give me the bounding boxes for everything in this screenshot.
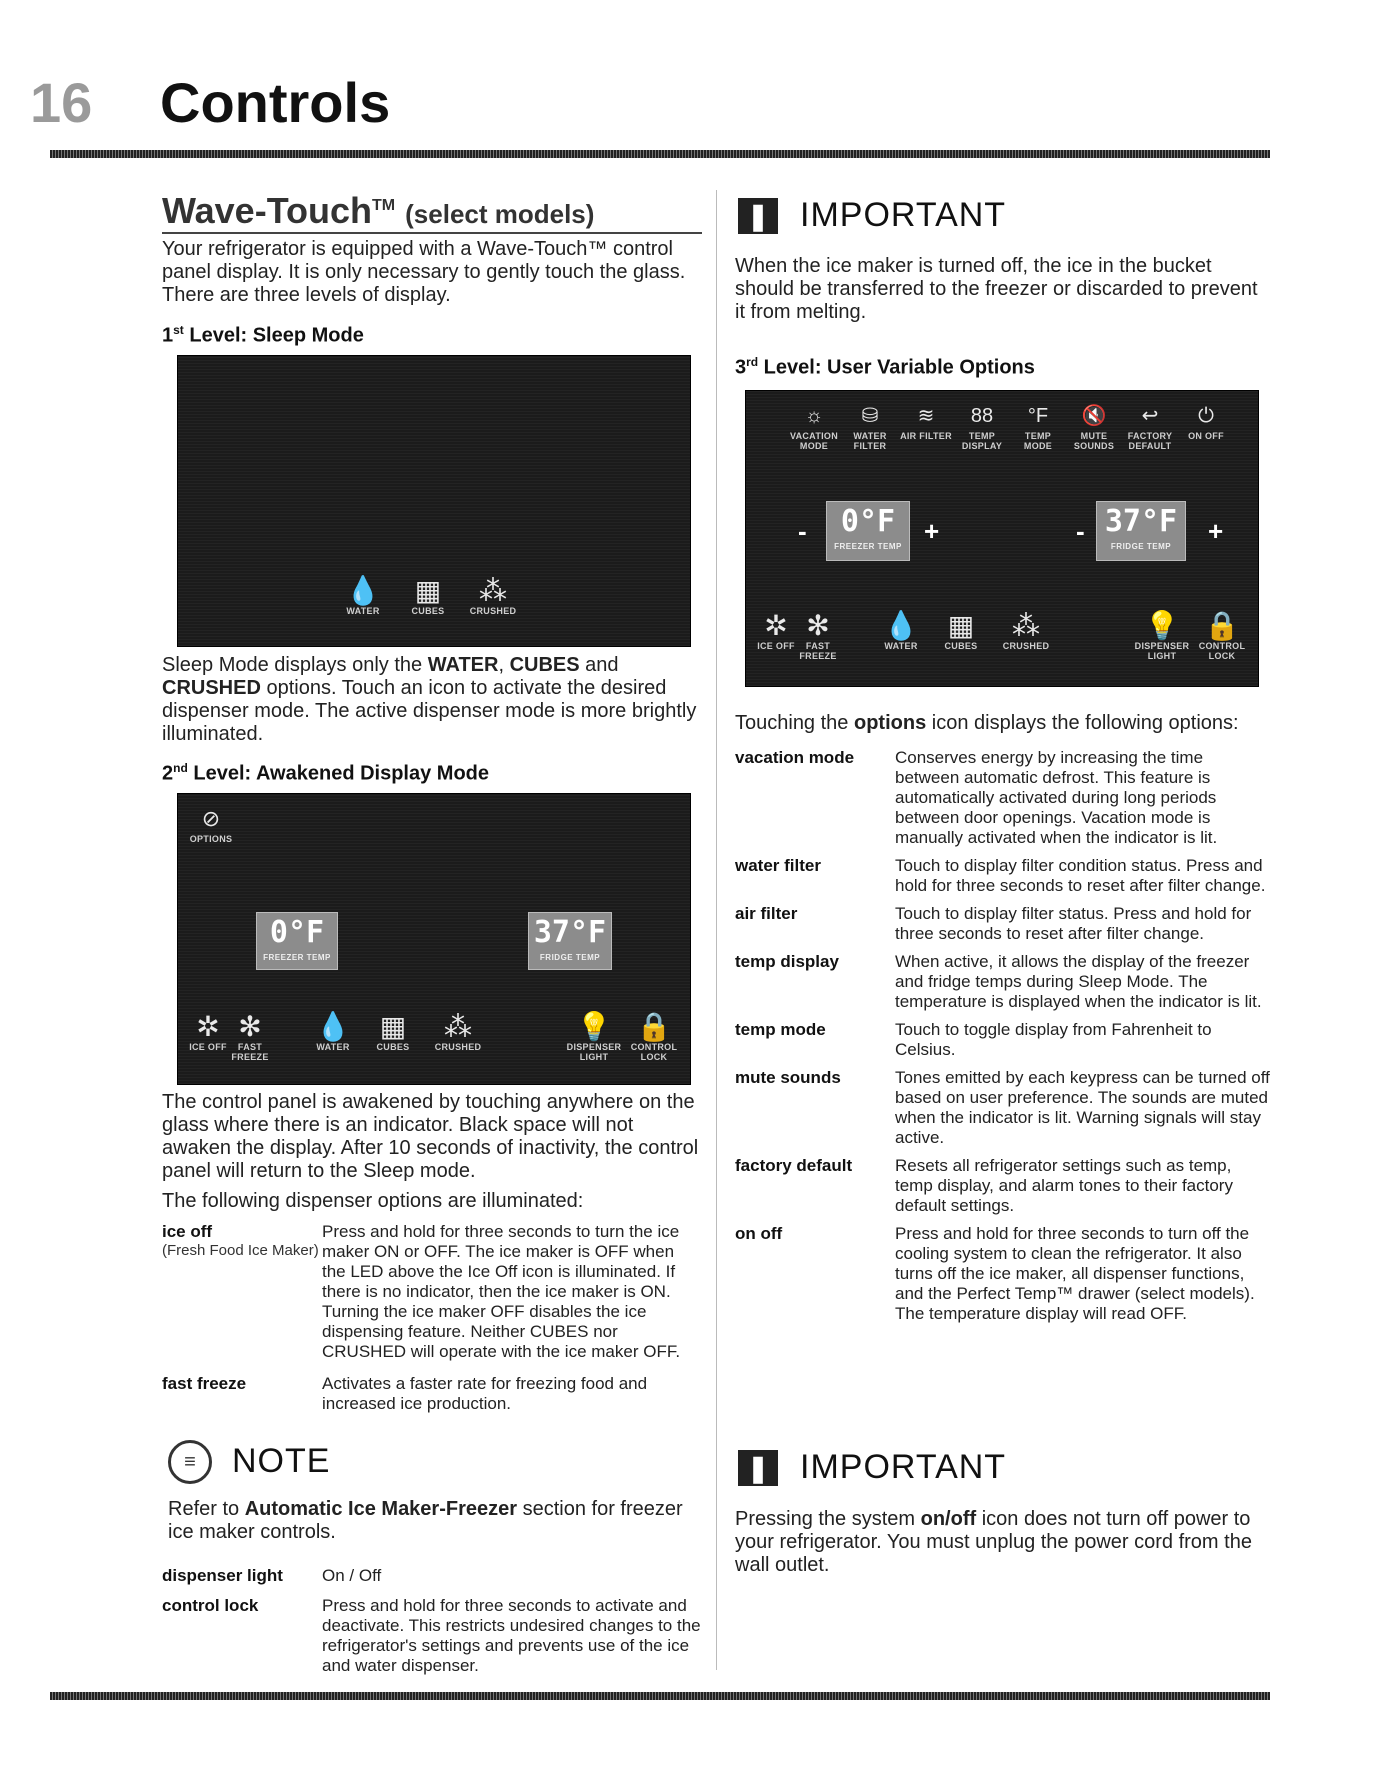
temp-display-button[interactable]: 88 TEMP DISPLAY xyxy=(954,401,1010,451)
fast-freeze-button[interactable]: ✻ FAST FREEZE xyxy=(226,1012,274,1062)
following-text: The following dispenser options are illuminated: xyxy=(162,1190,584,1212)
freezer-plus-button[interactable]: + xyxy=(924,516,940,546)
ice-off-icon: ✲ xyxy=(764,610,788,641)
vacation-mode-icon: ☼ xyxy=(804,405,824,427)
air-filter-button[interactable]: ≋ AIR FILTER xyxy=(898,401,954,441)
freezer-minus-button[interactable]: - xyxy=(798,516,807,546)
important-text: When the ice maker is turned off, the ice in the bucket should be transferred to the freezer or discarded to prevent it from melting. xyxy=(735,255,1258,323)
dispenser-light-icon: 💡 xyxy=(1144,610,1180,641)
options-button[interactable]: ⊘ OPTIONS xyxy=(186,804,236,844)
def-factory-default: factory default Resets all refrigerator settings such as temp, temp display, and alarm tones to their factory default settings. xyxy=(735,1156,1233,1215)
title-underline xyxy=(162,232,702,234)
dispenser-light-button[interactable]: 💡 DISPENSER LIGHT xyxy=(1132,611,1192,661)
def-temp-display: temp display When active, it allows the display of the freezer and fridge temps during Sleep Mode. The temperature is displayed when the indicator is lit. xyxy=(735,952,1262,1011)
dispenser-light-button[interactable]: 💡 DISPENSER LIGHT xyxy=(564,1012,624,1062)
cubes-button[interactable]: ▦ CUBES xyxy=(931,611,991,651)
page-number: 16 xyxy=(30,71,93,134)
def-mute-sounds: mute sounds Tones emitted by each keypress can be turned off based on user preference. The sounds are muted when the indicator is lit. Warning signals will stay active. xyxy=(735,1068,1270,1147)
crushed-button[interactable]: ⁂ CRUSHED xyxy=(991,611,1061,651)
trademark: TM xyxy=(372,197,396,214)
sleep-mode-panel xyxy=(177,355,691,647)
factory-default-icon: ↩ xyxy=(1141,405,1159,427)
water-button[interactable]: 💧 WATER xyxy=(303,1012,363,1052)
fast-freeze-icon: ✻ xyxy=(806,610,830,641)
level2-heading: 2nd Level: Awakened Display Mode xyxy=(162,761,490,785)
options-icon: ⊘ xyxy=(201,806,221,831)
crushed-icon: ⁂ xyxy=(479,575,507,606)
water-drop-icon: 💧 xyxy=(345,575,381,606)
fridge-minus-button[interactable]: - xyxy=(1076,516,1085,546)
temp-mode-icon: °F xyxy=(1027,405,1049,427)
cubes-button[interactable]: ▦ CUBES xyxy=(363,1012,423,1052)
right-definitions xyxy=(735,748,1275,1332)
important-title: IMPORTANT xyxy=(800,196,1007,234)
intro-text: Your refrigerator is equipped with a Wave-Touch™ control panel display. It is only necessary to gently touch the glass. There are three levels of display. xyxy=(162,238,686,306)
mute-sounds-icon: 🔇 xyxy=(1081,405,1107,427)
level3-heading: 3rd Level: User Variable Options xyxy=(735,355,1035,379)
def-vacation-mode: vacation mode Conserves energy by increasing the time between automatic defrost. This feature is automatically activated during long periods between door openings. Vacation mode is manually activated when the indicator is lit. xyxy=(735,748,1218,847)
sleep-caption: Sleep Mode displays only the WATER, CUBES and CRUSHED options. Touch an icon to activate the desired dispenser mode. The active dispenser mode is more brightly illuminated. xyxy=(162,654,697,745)
air-filter-icon: ≋ xyxy=(917,405,935,427)
temp-mode-button[interactable]: °F TEMP MODE xyxy=(1010,401,1066,451)
bottom-rule xyxy=(50,1692,1270,1700)
level1-heading: 1st Level: Sleep Mode xyxy=(162,323,364,347)
wave-touch-title: Wave-Touch xyxy=(162,190,373,231)
note-text: Refer to Automatic Ice Maker-Freezer section for freezer ice maker controls. xyxy=(168,1498,683,1543)
water-filter-button[interactable]: ⛁ WATER FILTER xyxy=(842,401,898,451)
cubes-button[interactable]: ▦ CUBES xyxy=(393,576,463,616)
important-icon: ❚ xyxy=(738,1450,778,1486)
user-options-panel xyxy=(745,390,1259,687)
dispenser-light-icon: 💡 xyxy=(576,1011,612,1042)
important-icon: ❚ xyxy=(738,198,778,234)
def-on-off: on off Press and hold for three seconds to turn off the cooling system to clean the refrigerator. It also turns off the ice maker, all dispenser functions, and the Perfect Temp™ drawer (select models). The temperature display will read OFF. xyxy=(735,1224,1255,1323)
vacation-mode-button[interactable]: ☼ VACATION MODE xyxy=(786,401,842,451)
awakened-panel xyxy=(177,793,691,1085)
column-divider xyxy=(716,190,717,1670)
top-rule xyxy=(50,150,1270,158)
important-title-2: IMPORTANT xyxy=(800,1448,1007,1486)
def-fast-freeze: fast freeze Activates a faster rate for freezing food and increased ice production. xyxy=(162,1374,648,1413)
cubes-icon: ▦ xyxy=(414,575,442,606)
control-lock-icon: 🔒 xyxy=(636,1011,672,1042)
on-off-button[interactable]: ⏻ ON OFF xyxy=(1178,401,1234,441)
mute-sounds-button[interactable]: 🔇 MUTE SOUNDS xyxy=(1066,401,1122,451)
fast-freeze-button[interactable]: ✻ FAST FREEZE xyxy=(794,611,842,661)
fridge-plus-button[interactable]: + xyxy=(1208,516,1224,546)
factory-default-button[interactable]: ↩ FACTORY DEFAULT xyxy=(1122,401,1178,451)
touching-options-text: Touching the options icon displays the following options: xyxy=(735,712,1239,734)
ice-off-icon: ✲ xyxy=(196,1011,220,1042)
control-lock-icon: 🔒 xyxy=(1204,610,1240,641)
fridge-temp-display[interactable]: 37°F FRIDGE TEMP xyxy=(1096,501,1186,561)
section-title xyxy=(162,190,594,232)
fast-freeze-icon: ✻ xyxy=(238,1011,262,1042)
water-drop-icon: 💧 xyxy=(883,610,919,641)
control-lock-button[interactable]: 🔒 CONTROL LOCK xyxy=(1192,611,1252,661)
water-drop-icon: 💧 xyxy=(315,1011,351,1042)
on-off-icon: ⏻ xyxy=(1198,405,1214,427)
cubes-icon: ▦ xyxy=(379,1011,407,1042)
cubes-icon: ▦ xyxy=(947,610,975,641)
water-button[interactable]: 💧 WATER xyxy=(871,611,931,651)
ice-off-button[interactable]: ✲ ICE OFF xyxy=(752,611,800,651)
crushed-button[interactable]: ⁂ CRUSHED xyxy=(458,576,528,616)
note-icon: ≡ xyxy=(168,1440,212,1484)
fridge-temp-display[interactable]: 37°F FRIDGE TEMP xyxy=(528,912,612,970)
freezer-temp-display[interactable]: 0°F FREEZER TEMP xyxy=(826,501,910,561)
freezer-temp-display[interactable]: 0°F FREEZER TEMP xyxy=(256,912,338,970)
left-definitions xyxy=(162,1222,702,1414)
wave-touch-subtitle: (select models) xyxy=(405,199,595,229)
water-button[interactable]: 💧 WATER xyxy=(328,576,398,616)
def-water-filter: water filter Touch to display filter condition status. Press and hold for three seconds to reset after filter change. xyxy=(735,856,1266,895)
note-title: NOTE xyxy=(232,1442,331,1480)
page-title: Controls xyxy=(160,71,391,134)
important-text-2: Pressing the system on/off icon does not turn off power to your refrigerator. You must unplug the power cord from the wall outlet. xyxy=(735,1508,1252,1576)
def-ice-off: ice off (Fresh Food Ice Maker) Press and hold for three seconds to turn the ice maker ON or OFF. The ice maker is OFF when the LED above the Ice Off icon is illuminated. If there is no indicator, then the ice maker is ON. Turning the ice maker OFF disables the ice dispensing feature. Neither CUBES nor CRUSHED will operate with the ice maker OFF. xyxy=(162,1222,681,1361)
control-lock-button[interactable]: 🔒 CONTROL LOCK xyxy=(624,1012,684,1062)
temp-display-icon: 88 xyxy=(970,405,994,427)
left-definitions-2 xyxy=(162,1566,702,1676)
def-temp-mode: temp mode Touch to toggle display from Fahrenheit to Celsius. xyxy=(735,1020,1212,1059)
crushed-button[interactable]: ⁂ CRUSHED xyxy=(423,1012,493,1052)
def-dispenser-light: dispenser light On / Off xyxy=(162,1566,382,1585)
awakened-caption: The control panel is awakened by touching anywhere on the glass where there is an indicator. Black space will not awaken the display. After 10 seconds of inactivity, the control panel will return to the Sleep mode. xyxy=(162,1091,699,1182)
def-air-filter: air filter Touch to display filter status. Press and hold for three seconds to reset after filter change. xyxy=(735,904,1252,943)
crushed-icon: ⁂ xyxy=(1012,610,1040,641)
def-control-lock: control lock Press and hold for three seconds to activate and deactivate. This restricts undesired changes to the refrigerator's settings and prevents use of the ice and water dispenser. xyxy=(162,1596,701,1675)
water-filter-icon: ⛁ xyxy=(861,405,879,427)
ice-off-button[interactable]: ✲ ICE OFF xyxy=(184,1012,232,1052)
crushed-icon: ⁂ xyxy=(444,1011,472,1042)
